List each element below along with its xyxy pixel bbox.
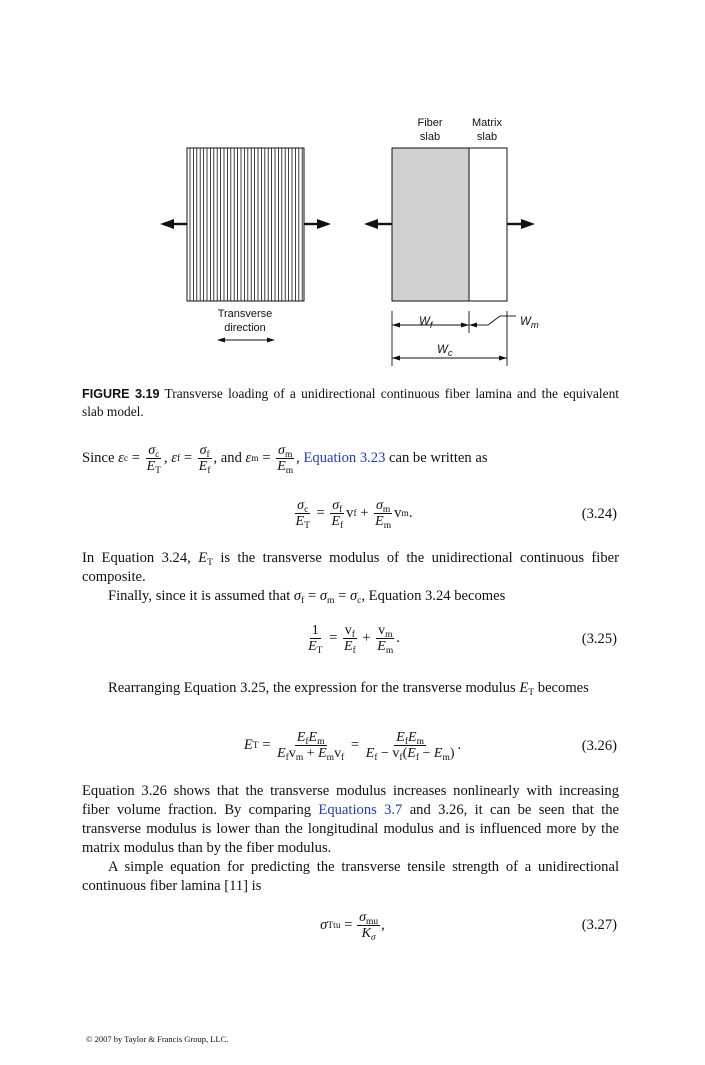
p1-text-b: is the transverse modulus of the unidirectional continuous fiber composite. (82, 550, 619, 585)
equation-3-26: E T = $\frac{E_fE_m}{E_fv_m + E_mv_f}$ = $\frac{E_fE_m}{E_f - v_f(E_f - E_m)}$ . (243, 730, 462, 763)
p2-text-b: , Equation 3.24 becomes (361, 588, 506, 604)
paragraph-3: Rearranging Equation 3.25, the expression for the transverse modulus $E_T$ becomes (108, 680, 589, 698)
matrix-slab-label (462, 116, 512, 144)
paragraph-5 (82, 858, 619, 896)
equation-3-23-link[interactable]: Equation 3.23 (303, 450, 386, 466)
p3-text: Rearranging Equation 3.25, the expression for the transverse modulus (108, 680, 516, 696)
transverse-direction-label (200, 307, 290, 335)
fiber-slab-label-line1: Fiber (417, 117, 443, 129)
equation-3-25: $\frac{1}{E_T}$ = $\frac{v_f}{E_f}$ + $\frac{v_m}{E_m}$ . (308, 623, 400, 656)
dim-wf-symbol: W (419, 316, 430, 328)
transverse-direction-arrow (217, 338, 275, 343)
figure-caption-label: FIGURE 3.19 (82, 387, 160, 401)
transverse-label-line1: Transverse (217, 308, 273, 320)
equation-number-3-25: (3.25) (581, 631, 617, 647)
since-line: Since ε c = $\frac{\sigma_c}{E_T}$ , ε f = $\frac{\sigma_f}{E_f}$ , and ε m = $\frac{\sigma_m}{E_m}$ , Equation 3.23 can be written as (82, 443, 488, 476)
lamina-drawing (187, 148, 304, 301)
fiber-slab (392, 148, 469, 301)
dim-wf-subscript: f (429, 320, 433, 331)
matrix-slab-label-line1: Matrix (472, 117, 502, 129)
copyright-footer: © 2007 by Taylor & Francis Group, LLC. (86, 1034, 229, 1044)
figure-caption-text: Transverse loading of a unidirectional continuous fiber lamina and the equivalent slab model. (82, 386, 620, 419)
transverse-label-line2: direction (224, 322, 266, 334)
dim-wm-symbol: W (520, 316, 531, 328)
comma-2: , (296, 450, 300, 466)
paragraph-4 (82, 782, 619, 858)
dim-wc-symbol: W (437, 344, 448, 356)
p4-text-b: and 3.26, it can be seen that the transverse modulus is lower than the longitudinal modulus and is influenced more by the matrix modulus than by the fiber modulus. (82, 802, 619, 856)
comma-1: , (163, 450, 168, 466)
p5-text: A simple equation for predicting the transverse tensile strength of a unidirectional continuous fiber lamina [11] is (82, 859, 619, 894)
dimension-lines (392, 311, 516, 366)
p2-text-a: Finally, since it is assumed that (108, 588, 291, 604)
fiber-slab-label-line2: slab (419, 131, 441, 143)
dim-wm-subscript: m (530, 320, 539, 331)
dim-wc-subscript: c (447, 348, 453, 359)
dim-wf-label (419, 316, 433, 331)
equations-3-7-link[interactable]: Equations 3.7 (318, 802, 403, 818)
equation-number-3-27: (3.27) (581, 917, 617, 933)
p3-text-b: becomes (537, 680, 589, 696)
figure-slab-model (0, 0, 705, 380)
matrix-slab-label-line2: slab (476, 131, 498, 143)
can-be-written-text: can be written as (389, 450, 488, 466)
dim-wm-label (520, 316, 539, 331)
since-word: Since (82, 450, 115, 466)
equation-3-24: $\frac{\sigma_c}{E_T}$ = $\frac{\sigma_f}{E_f}$ v f + $\frac{\sigma_m}{E_m}$ v m . (295, 498, 413, 531)
p4-text-a: Equation 3.26 shows that the transverse modulus increases nonlinearly with increasing fiber volume fraction. By comparing (82, 783, 619, 818)
fiber-slab-label (406, 116, 454, 144)
paragraph-2: Finally, since it is assumed that $\sigma_f = \sigma_m = \sigma_c$, Equation 3.24 becomes (108, 588, 506, 606)
and-word: , and (213, 450, 242, 466)
dim-wc-label (437, 344, 453, 359)
equation-number-3-26: (3.26) (581, 738, 617, 754)
equation-3-27: σ Ttu = $\frac{\sigma_{mu}}{K_\sigma}$ , (320, 910, 385, 943)
paragraph-1: In Equation 3.24, $E_T$ is the transverse modulus of the unidirectional continuous fiber composite. (82, 550, 619, 585)
slab-model (392, 148, 507, 301)
p1-text-a: In Equation 3.24, (82, 550, 191, 566)
figure-caption (82, 385, 619, 420)
matrix-slab (469, 148, 507, 301)
equation-number-3-24: (3.24) (581, 506, 617, 522)
